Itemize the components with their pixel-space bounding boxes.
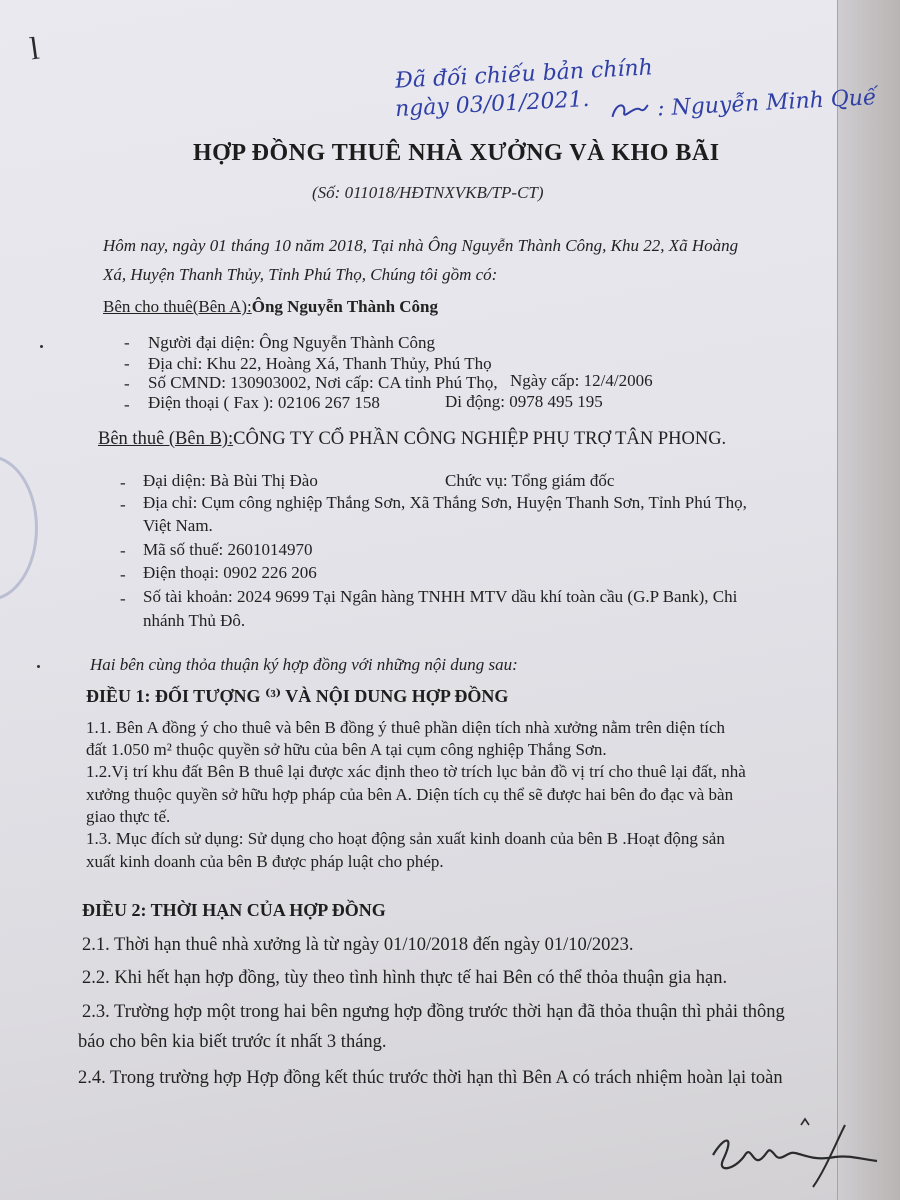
article-1-2-line-1: 1.2.Vị trí khu đất Bên B thuê lại được xác định theo tờ trích lục bản đồ vị trí cho thuê lại đất, nhà (86, 762, 746, 781)
article-2-2: 2.2. Khi hết hạn hợp đồng, tùy theo tình hình thực tế hai Bên có thể thỏa thuận gia hạn. (82, 968, 728, 988)
article-1-2-line-2: xưởng thuộc quyền sở hữu hợp pháp của bên A. Diện tích cụ thể sẽ được hai bên đo đạc và bàn (86, 785, 734, 804)
party-b-position: Chức vụ: Tổng giám đốc (445, 471, 615, 490)
party-a-rep: Người đại diện: Ông Nguyễn Thành Công (148, 333, 436, 352)
party-a-heading (103, 297, 438, 317)
party-a-address: Địa chỉ: Khu 22, Hoàng Xá, Thanh Thủy, Phú Thọ (148, 354, 492, 373)
agreement-intro: Hai bên cùng thỏa thuận ký hợp đồng với những nội dung sau: (90, 655, 518, 674)
party-b-address-1: Địa chỉ: Cụm công nghiệp Thắng Sơn, Xã Thắng Sơn, Huyện Thanh Sơn, Tỉnh Phú Thọ, (143, 493, 747, 512)
handwritten-annotation-line1: Đã đối chiếu bản chính (394, 55, 654, 94)
bullet-dash: - (124, 354, 130, 373)
handwritten-signature (695, 1115, 885, 1195)
article-1-1-line-1: 1.1. Bên A đồng ý cho thuê và bên B đồng ý thuê phần diện tích nhà xưởng nằm trên diện tích (86, 718, 726, 737)
party-b-name: CÔNG TY CỔ PHẦN CÔNG NGHIỆP PHỤ TRỢ TÂN PHONG. (233, 429, 727, 449)
bullet-dash: - (124, 395, 130, 414)
article-1-3-line-1: 1.3. Mục đích sử dụng: Sử dụng cho hoạt động sản xuất kinh doanh của bên B .Hoạt động sản (86, 829, 725, 848)
bullet-dash: - (120, 565, 126, 584)
party-b-address-2: Việt Nam. (143, 516, 213, 535)
party-b-label: Bên thuê (Bên B): (98, 429, 234, 449)
party-a-mobile: Di động: 0978 495 195 (445, 392, 603, 411)
bullet-dash: - (120, 541, 126, 560)
party-b-rep: Đại diện: Bà Bùi Thị Đào (143, 471, 318, 490)
party-b-account-2: nhánh Thủ Đô. (143, 611, 246, 630)
bullet-dash: - (120, 495, 126, 514)
signer-name: Nguyễn Minh Quế (670, 85, 878, 121)
article-1-heading: ĐIỀU 1: ĐỐI TƯỢNG ⁽³⁾ VÀ NỘI DUNG HỢP ĐỒNG (86, 686, 509, 706)
party-a-id-date: Ngày cấp: 12/4/2006 (510, 371, 653, 390)
contract-number: (Số: 011018/HĐTNXVKB/TP-CT) (312, 183, 544, 202)
intro-line-2: Xá, Huyện Thanh Thủy, Tỉnh Phú Thọ, Chúng tôi gồm có: (103, 265, 498, 284)
initial-scribble-icon (610, 99, 651, 123)
article-2-heading: ĐIỀU 2: THỜI HẠN CỦA HỢP ĐỒNG (82, 900, 386, 920)
article-2-3-line-1: 2.3. Trường hợp một trong hai bên ngưng hợp đồng trước thời hạn đã thỏa thuận thì phải thông (82, 1002, 785, 1022)
bullet-dash: - (124, 333, 130, 352)
handwritten-annotation-signer: : Nguyễn Minh Quế (610, 85, 878, 124)
document-title: HỢP ĐỒNG THUÊ NHÀ XƯỞNG VÀ KHO BÃI (193, 140, 720, 166)
stamp-seal-partial (0, 455, 38, 601)
party-b-phone: Điện thoại: 0902 226 206 (143, 563, 317, 582)
party-a-id: Số CMND: 130903002, Nơi cấp: CA tỉnh Phú Thọ, (148, 373, 498, 392)
underlying-sheet-edge (837, 0, 900, 1200)
article-2-3-line-2: báo cho bên kia biết trước ít nhất 3 tháng. (78, 1032, 387, 1052)
party-a-label: Bên cho thuê(Bên A): (103, 297, 252, 316)
handwritten-annotation-line2: ngày 03/01/2021. (394, 86, 591, 123)
article-1-3-line-2: xuất kinh doanh của bên B được pháp luật cho phép. (86, 852, 444, 871)
article-2-1: 2.1. Thời hạn thuê nhà xưởng là từ ngày 01/10/2018 đến ngày 01/10/2023. (82, 935, 634, 955)
party-b-heading (98, 429, 726, 450)
bullet-dash: - (120, 589, 126, 608)
party-b-tax: Mã số thuế: 2601014970 (143, 540, 313, 559)
bullet-dash: - (124, 374, 130, 393)
margin-mark: l (27, 29, 42, 67)
speck (37, 665, 40, 668)
party-b-account-1: Số tài khoản: 2024 9699 Tại Ngân hàng TNHH MTV dầu khí toàn cầu (G.P Bank), Chi (143, 587, 738, 606)
speck (40, 345, 43, 348)
party-a-name: Ông Nguyễn Thành Công (251, 297, 439, 316)
party-a-phone: Điện thoại ( Fax ): 02106 267 158 (148, 393, 380, 412)
article-1-2-line-3: giao thực tế. (86, 807, 171, 826)
intro-line-1: Hôm nay, ngày 01 tháng 10 năm 2018, Tại nhà Ông Nguyễn Thành Công, Khu 22, Xã Hoàng (103, 236, 739, 255)
article-1-1-line-2: đất 1.050 m² thuộc quyền sở hữu của bên A tại cụm công nghiệp Thắng Sơn. (86, 740, 607, 759)
article-2-4: 2.4. Trong trường hợp Hợp đồng kết thúc trước thời hạn thì Bên A có trách nhiệm hoàn lại toàn (78, 1068, 783, 1088)
bullet-dash: - (120, 473, 126, 492)
